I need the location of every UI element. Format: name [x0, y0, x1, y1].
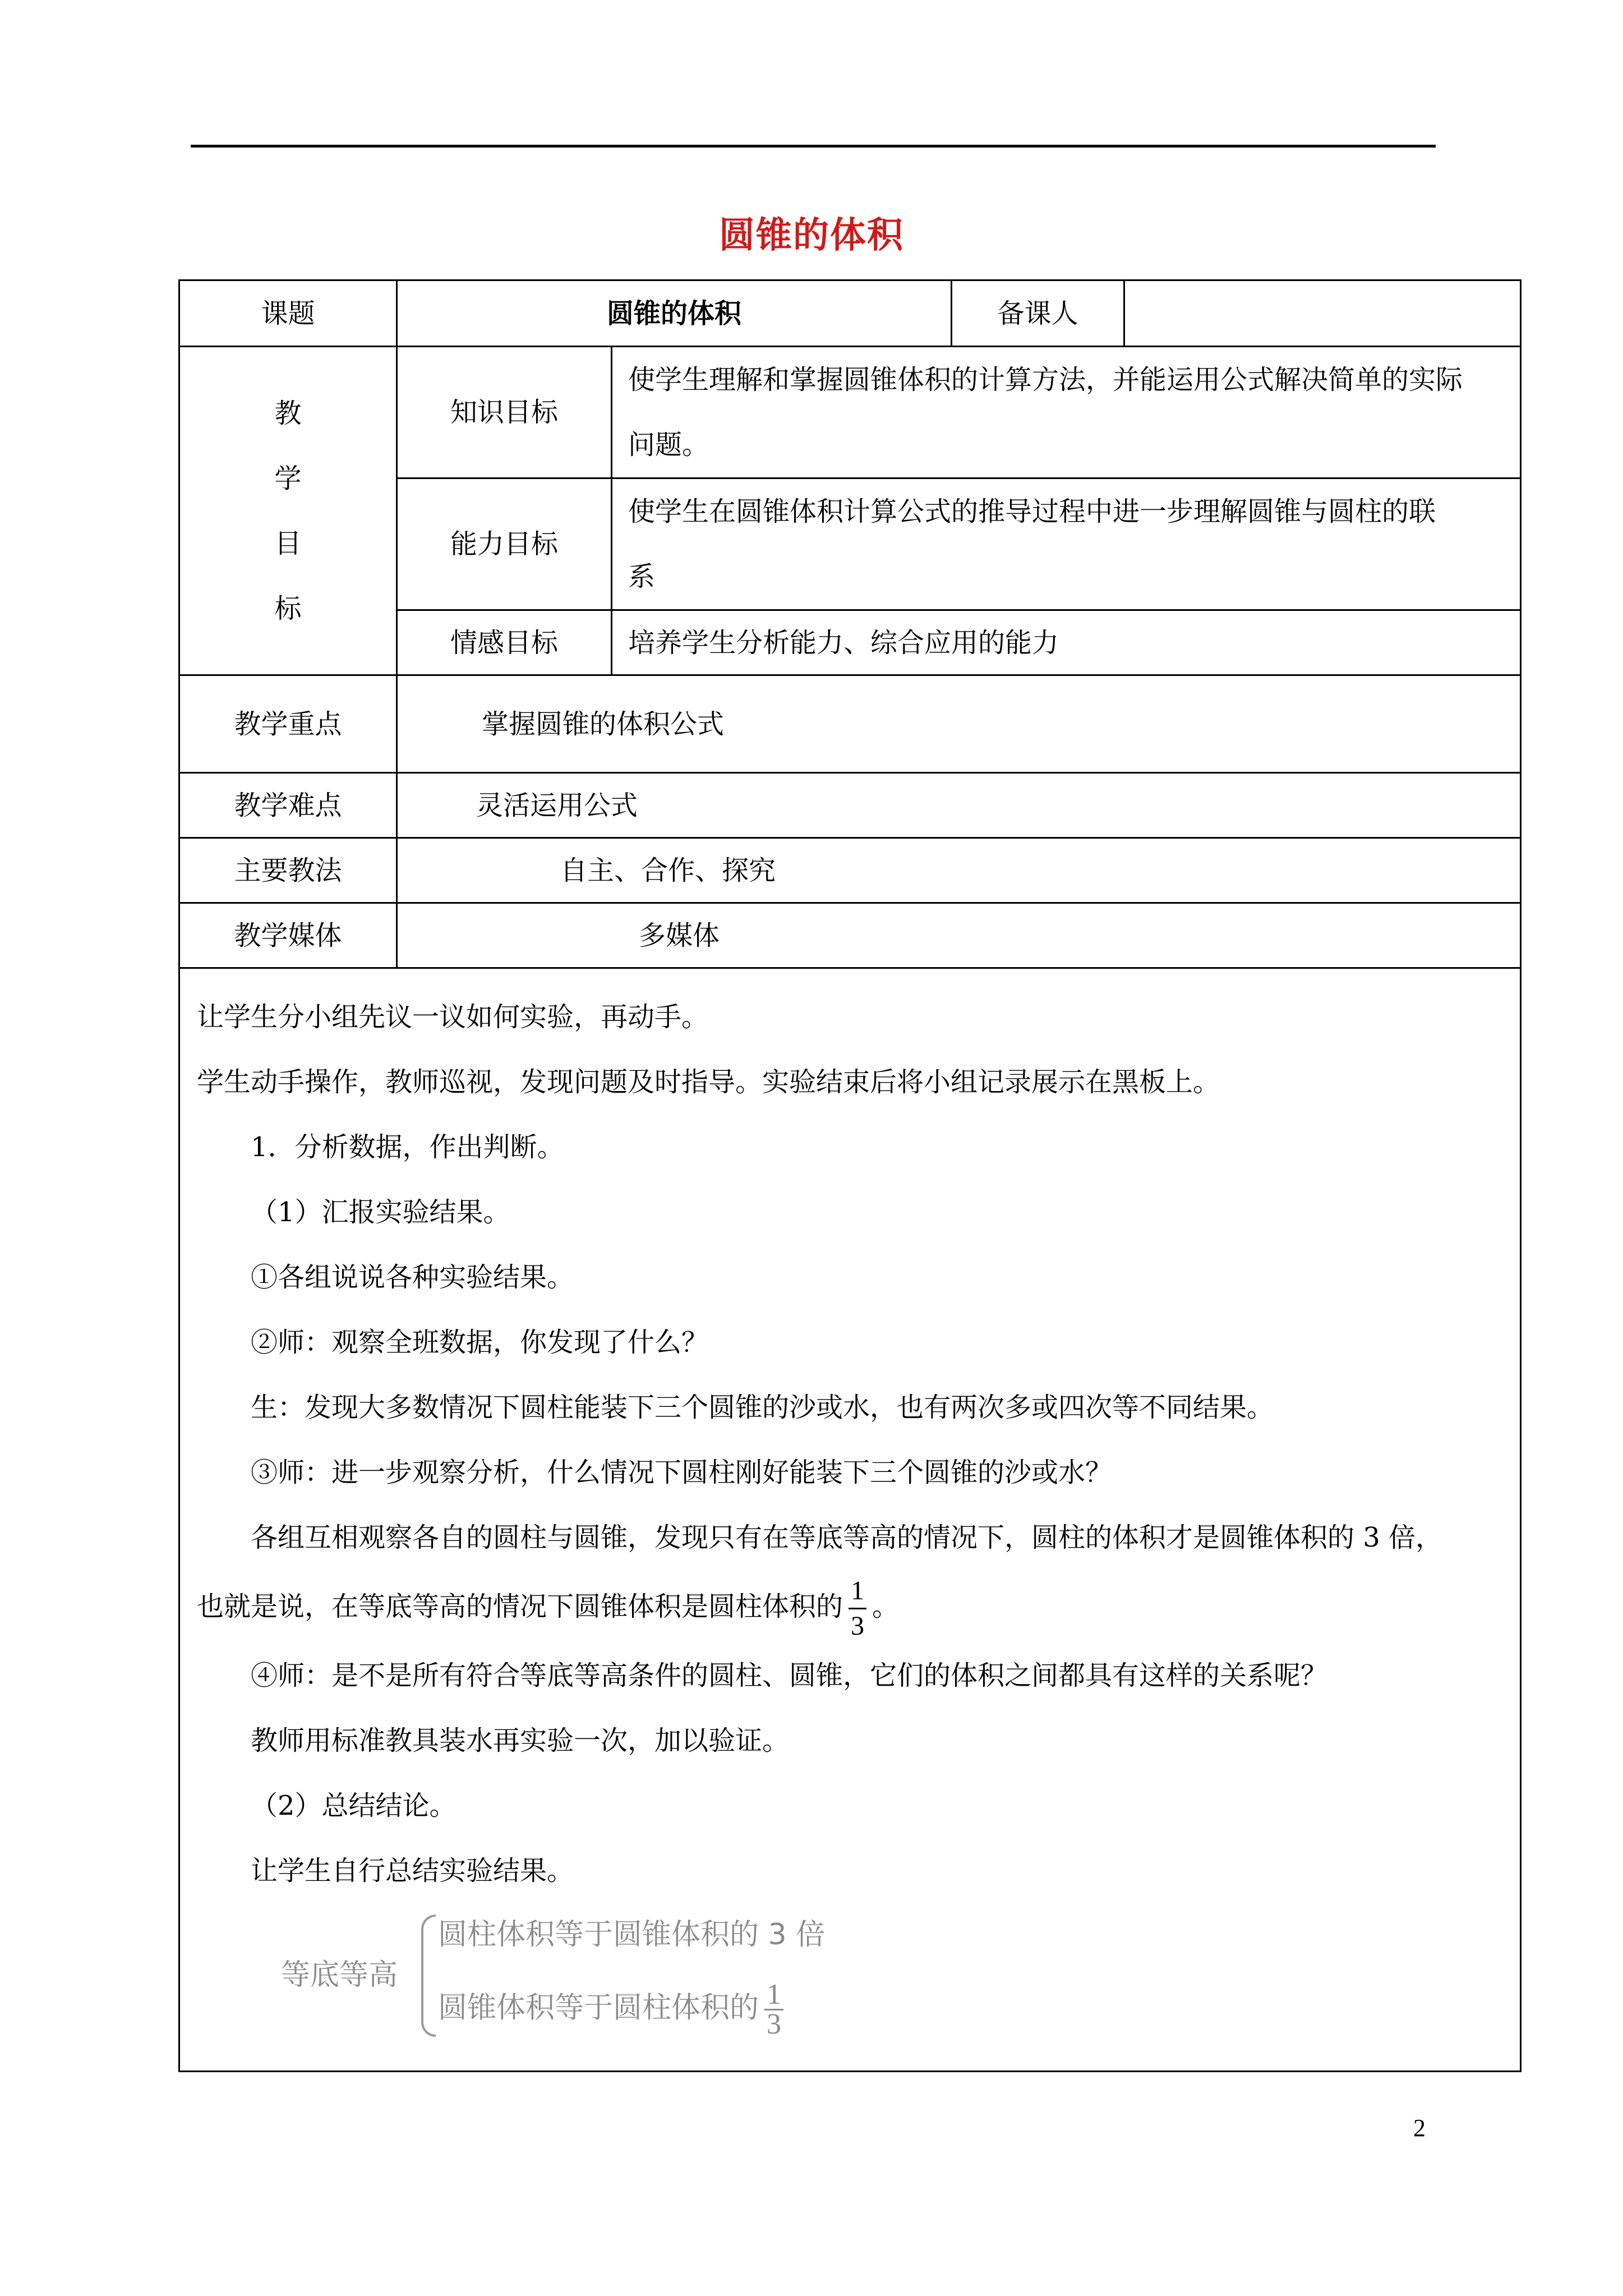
media-label: 教学媒体: [179, 903, 397, 968]
body-paragraph: 1．分析数据，作出判断。: [251, 1131, 564, 1163]
preparer-value: [1124, 280, 1521, 347]
conclusion-summary: [197, 1908, 1503, 2048]
body-paragraph: 教师用标准教具装水再实验一次，加以验证。: [251, 1725, 790, 1756]
emotion-goal-label: 情感目标: [397, 610, 612, 675]
teaching-process-cell: [179, 968, 1521, 2072]
teaching-goals-label: 教 学 目 标: [179, 347, 397, 675]
ability-goal-label: 能力目标: [397, 478, 612, 610]
body-paragraph: （1）汇报实验结果。: [251, 1197, 510, 1228]
knowledge-goal-text: 使学生理解和掌握圆锥体积的计算方法，并能运用公式解决简单的实际 问题。: [612, 347, 1521, 478]
ability-goal-text: 使学生在圆锥体积计算公式的推导过程中进一步理解圆锥与圆柱的联 系: [612, 478, 1521, 610]
body-paragraph: 让学生自行总结实验结果。: [251, 1855, 574, 1887]
lesson-plan-table: [178, 279, 1521, 2072]
body-paragraph: ④师：是不是所有符合等底等高条件的圆柱、圆锥，它们的体积之间都具有这样的关系呢？: [251, 1660, 1328, 1691]
body-paragraph: ③师：进一步观察分析，什么情况下圆柱刚好能装下三个圆锥的沙或水？: [251, 1457, 1113, 1488]
body-paragraph: （2）总结结论。: [251, 1790, 457, 1821]
difficulty-label: 教学难点: [179, 773, 397, 838]
summary-line-1: 圆柱体积等于圆锥体积的 3 倍: [438, 1918, 826, 1952]
body-paragraph: 生：发现大多数情况下圆柱能装下三个圆锥的沙或水，也有两次多或四次等不同结果。: [251, 1392, 1274, 1423]
topic-label: 课题: [179, 280, 397, 347]
topic-value: 圆锥的体积: [397, 280, 952, 347]
difficulty-value: 灵活运用公式: [397, 773, 1521, 838]
media-value: 多媒体: [397, 903, 1521, 968]
document-title: 圆锥的体积: [719, 214, 904, 256]
page-number: 2: [1413, 2114, 1426, 2142]
knowledge-goal-label: 知识目标: [397, 347, 612, 478]
key-point-value: 掌握圆锥的体积公式: [397, 675, 1521, 773]
left-brace: [421, 1915, 436, 2037]
body-paragraph-with-fraction: 也就是说，在等底等高的情况下圆锥体积是圆柱体积的 $\frac{1}{3}$ 。: [197, 1570, 1503, 1643]
preparer-label: 备课人: [952, 280, 1124, 347]
key-point-label: 教学重点: [179, 675, 397, 773]
body-paragraph: ①各组说说各种实验结果。: [251, 1262, 574, 1293]
summary-condition: 等底等高: [281, 1958, 398, 1992]
fraction-one-third: $\frac{1}{3}$: [849, 1574, 866, 1643]
header-rule: [191, 145, 1436, 148]
body-paragraph: 让学生分小组先议一议如何实验，再动手。: [197, 1001, 709, 1033]
body-paragraph: 学生动手操作，教师巡视，发现问题及时指导。实验结束后将小组记录展示在黑板上。: [197, 1066, 1220, 1098]
method-label: 主要教法: [179, 838, 397, 903]
body-paragraph: 各组互相观察各自的圆柱与圆锥，发现只有在等底等高的情况下，圆柱的体积才是圆锥体积的 3 倍，: [251, 1522, 1443, 1553]
body-paragraph: ②师：观察全班数据，你发现了什么？: [251, 1327, 709, 1358]
emotion-goal-text: 培养学生分析能力、综合应用的能力: [612, 610, 1521, 675]
summary-line-2: 圆锥体积等于圆柱体积的 $\frac{1}{3}$: [438, 1981, 789, 2039]
method-value: 自主、合作、探究: [397, 838, 1521, 903]
fraction-one-third: $\frac{1}{3}$: [764, 1981, 783, 2039]
